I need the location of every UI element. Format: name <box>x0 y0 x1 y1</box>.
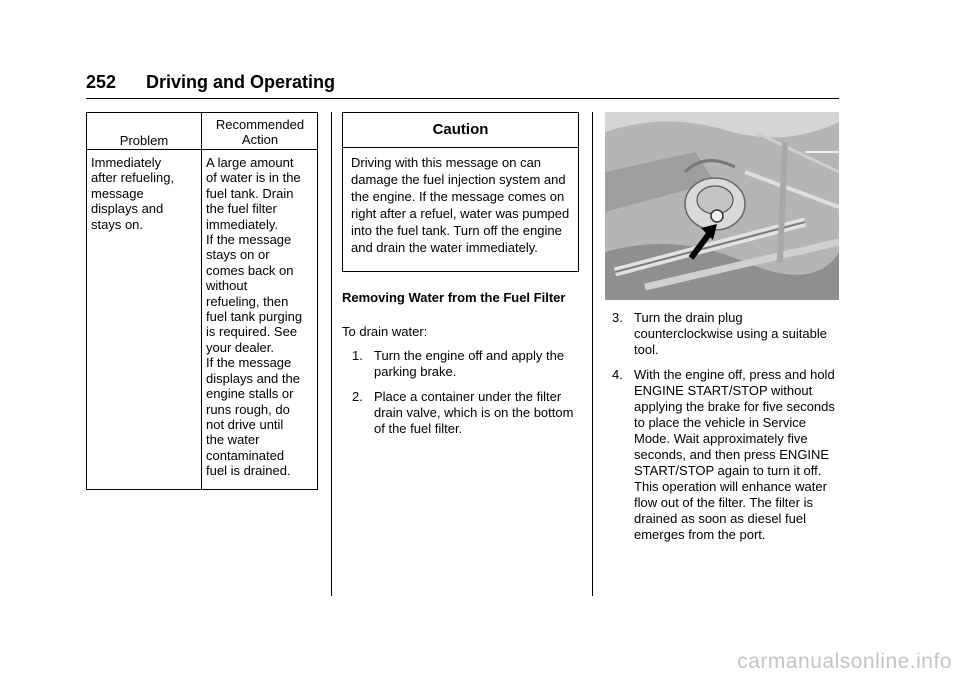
step-number: 2. <box>352 389 363 404</box>
column-header-action: Recommended Action <box>215 117 305 147</box>
problem-table <box>86 112 318 490</box>
step-item <box>352 348 578 380</box>
caution-text: Driving with this message on can damage the fuel injection system and the engine. If the message comes on right after a refuel, water was pumped into the fuel tank. Turn off the engine and drain the water immediately. <box>351 155 570 255</box>
step-text: Turn the drain plug counterclockwise using a suitable tool. <box>634 310 827 357</box>
step-text: Place a container under the filter drain valve, which is on the bottom of the fuel filter. <box>374 389 574 436</box>
intro-text: To drain water: <box>342 324 428 339</box>
column-divider-left <box>331 112 332 596</box>
page-title: Driving and Operating <box>146 72 336 92</box>
page-header <box>86 72 839 99</box>
step-item <box>352 389 578 437</box>
problem-cell <box>91 155 199 232</box>
section-heading: Removing Water from the Fuel Filter <box>342 290 566 305</box>
action-line: runs rough, do <box>206 401 290 417</box>
step-text: Turn the engine off and apply the parking brake. <box>374 348 565 379</box>
caution-box <box>342 112 579 272</box>
page-number: 252 <box>86 72 117 92</box>
step-number: 1. <box>352 348 363 363</box>
problem-line: stays on. <box>91 216 144 232</box>
action-line: fuel tank. Drain <box>206 185 294 201</box>
action-line: the water <box>206 432 260 448</box>
action-line: your dealer. <box>206 339 274 355</box>
action-line: fuel tank purging <box>206 309 303 325</box>
action-line: is required. See <box>206 324 298 340</box>
action-line: without <box>206 278 248 294</box>
table-column-divider <box>201 113 202 489</box>
action-line: contaminated <box>206 447 285 463</box>
action-line: A large amount <box>206 155 294 170</box>
action-line: the fuel filter <box>206 201 277 217</box>
problem-table-header <box>87 113 317 150</box>
fuel-filter-drain-photo <box>605 112 839 300</box>
steps-list-2 <box>612 310 842 552</box>
underbody-illustration <box>605 112 839 300</box>
action-line: If the message <box>206 355 292 371</box>
action-line: displays and the <box>206 370 300 386</box>
action-line: engine stalls or <box>206 386 294 402</box>
problem-line: displays and <box>91 201 164 217</box>
step-item <box>612 310 842 358</box>
step-number: 4. <box>612 367 623 382</box>
action-line: refueling, then <box>206 293 289 309</box>
steps-list-1 <box>352 348 578 446</box>
column-divider-right <box>592 112 593 596</box>
step-item <box>612 367 842 543</box>
action-cell <box>206 155 318 479</box>
action-line: If the message <box>206 232 292 248</box>
problem-line: message <box>91 185 144 201</box>
action-line: immediately. <box>206 216 279 232</box>
problem-line: Immediately <box>91 155 162 170</box>
action-line: comes back on <box>206 262 294 278</box>
watermark: carmanualsonline.info <box>737 650 952 673</box>
action-line: not drive until <box>206 416 284 432</box>
step-text: With the engine off, press and hold ENGINE START/STOP without applying the brake for five seconds to place the vehicle in Service Mode. Wait approximately five seconds, and then press ENGINE START/STOP again to turn it off. This operation will enhance water flow out of the filter. The filter is drained as soon as diesel fuel emerges from the port. <box>634 367 835 542</box>
action-line: stays on or <box>206 247 270 263</box>
caution-title: Caution <box>343 113 578 148</box>
problem-line: after refueling, <box>91 170 175 186</box>
step-number: 3. <box>612 310 623 325</box>
column-header-problem: Problem <box>119 133 169 148</box>
action-line: of water is in the <box>206 170 301 186</box>
action-line: fuel is drained. <box>206 463 291 479</box>
